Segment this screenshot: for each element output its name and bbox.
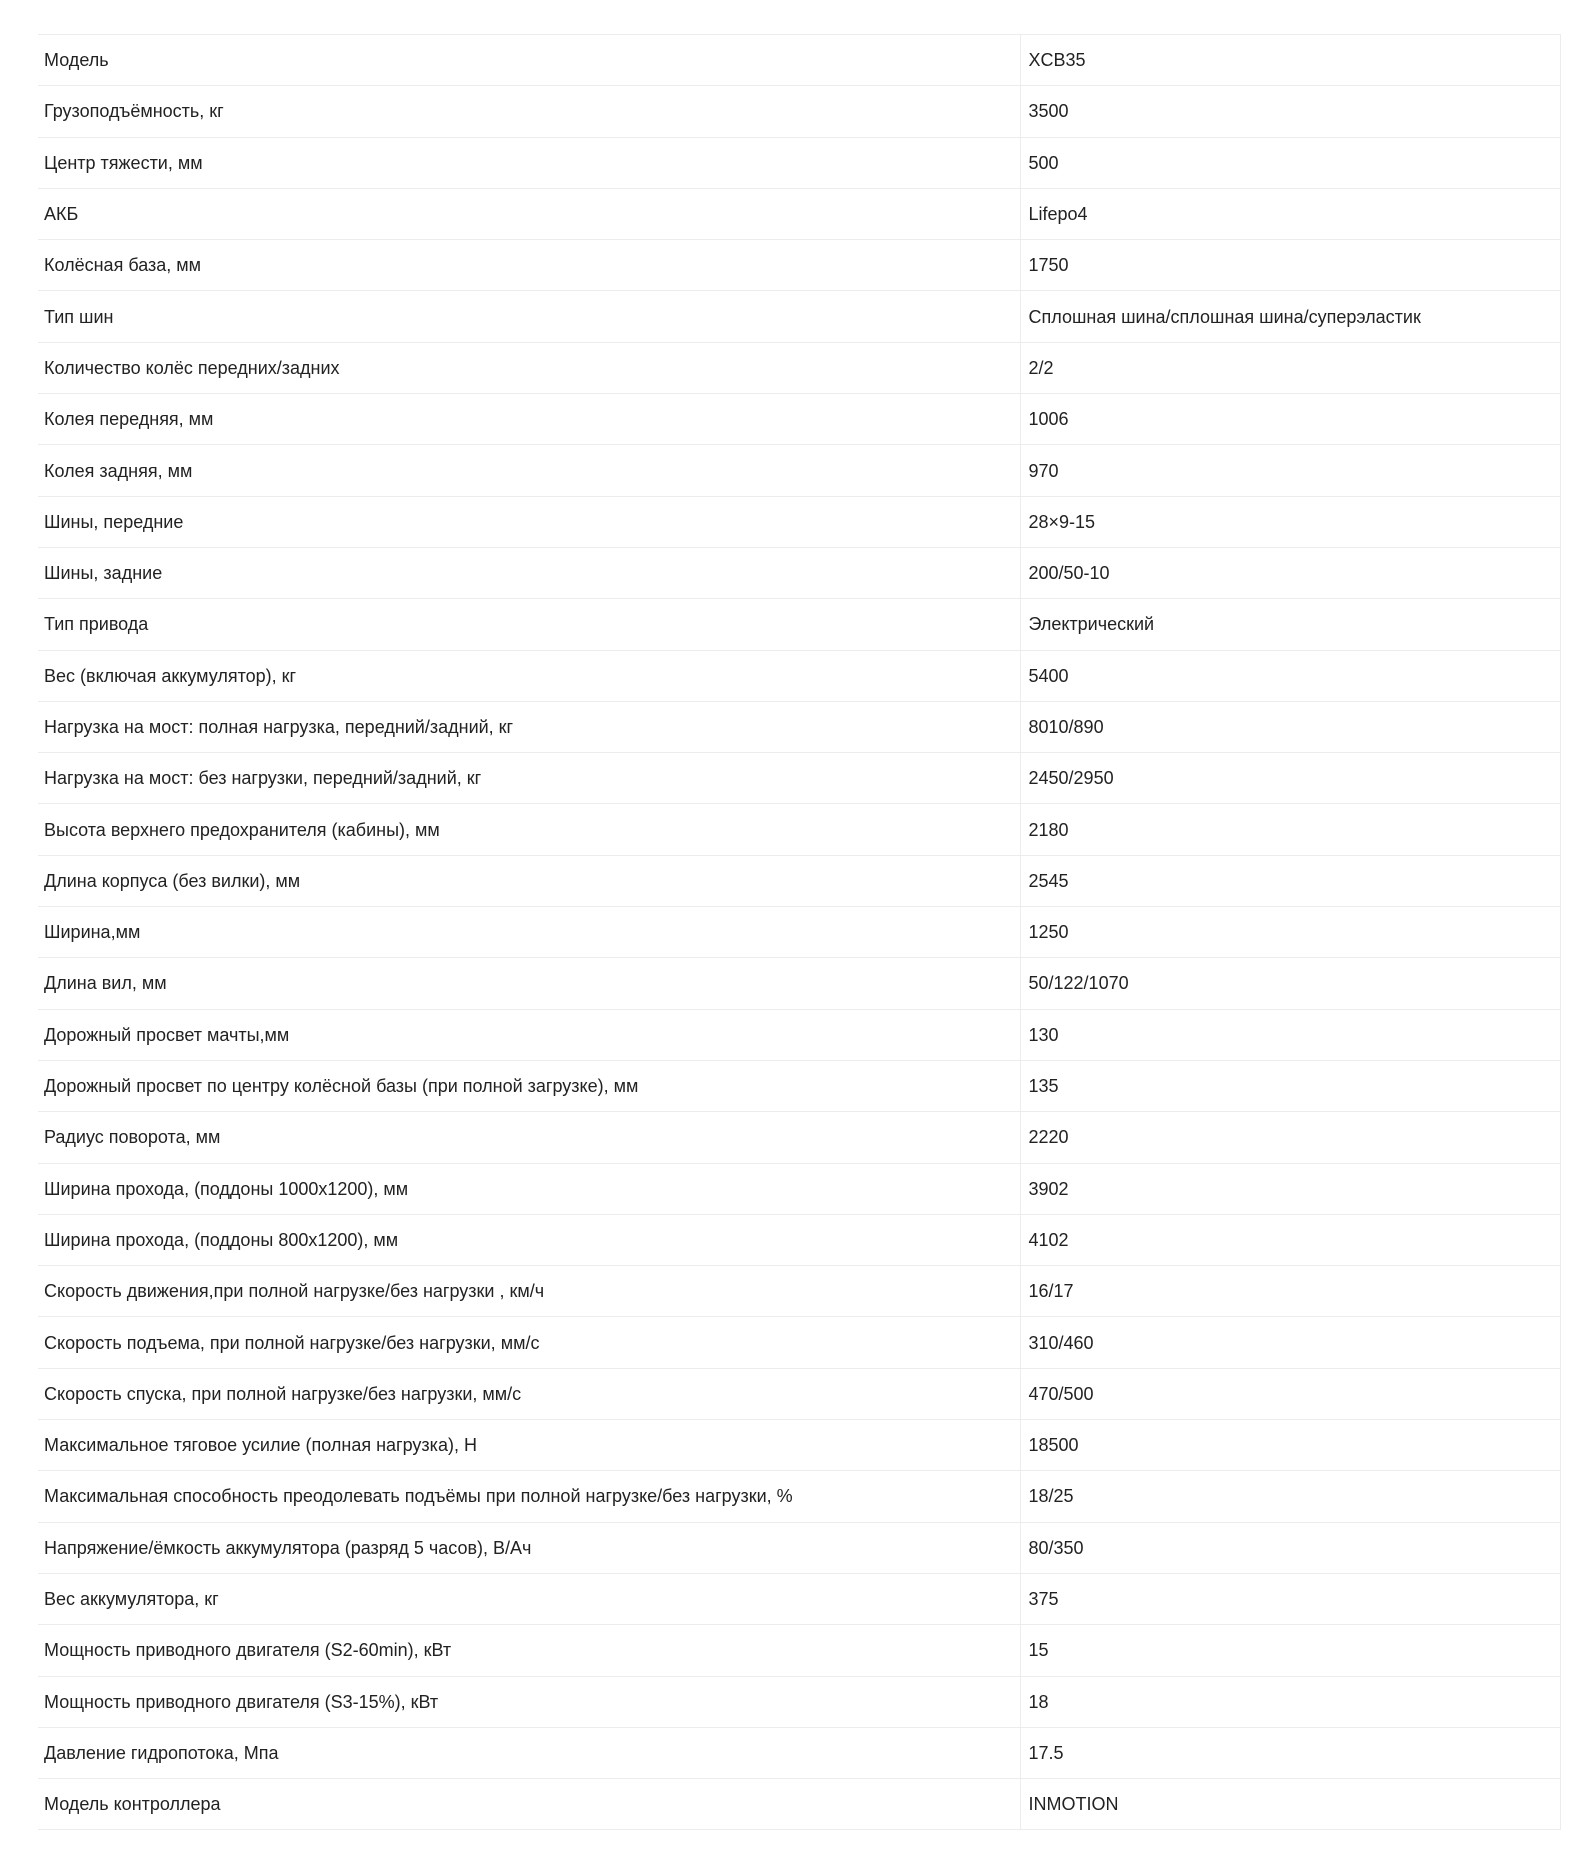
spec-value: 80/350 <box>1020 1522 1560 1573</box>
table-row <box>38 1676 1560 1727</box>
spec-label: Нагрузка на мост: полная нагрузка, передний/задний, кг <box>38 701 1020 752</box>
spec-label: Скорость движения,при полной нагрузке/без нагрузки , км/ч <box>38 1266 1020 1317</box>
table-row <box>38 1779 1560 1830</box>
spec-value: 200/50-10 <box>1020 547 1560 598</box>
spec-label: Максимальная способность преодолевать подъёмы при полной нагрузке/без нагрузки, % <box>38 1471 1020 1522</box>
table-row <box>38 394 1560 445</box>
table-row <box>38 1522 1560 1573</box>
spec-label: АКБ <box>38 188 1020 239</box>
spec-value: 500 <box>1020 137 1560 188</box>
table-row <box>38 958 1560 1009</box>
table-row <box>38 445 1560 496</box>
spec-value: INMOTION <box>1020 1779 1560 1830</box>
spec-value: 1250 <box>1020 907 1560 958</box>
spec-value: 310/460 <box>1020 1317 1560 1368</box>
spec-label: Тип шин <box>38 291 1020 342</box>
spec-value: Сплошная шина/сплошная шина/суперэластик <box>1020 291 1560 342</box>
spec-label: Радиус поворота, мм <box>38 1112 1020 1163</box>
spec-label: Шины, задние <box>38 547 1020 598</box>
spec-value: 2180 <box>1020 804 1560 855</box>
spec-value: 470/500 <box>1020 1368 1560 1419</box>
spec-label: Колёсная база, мм <box>38 240 1020 291</box>
spec-value: 18500 <box>1020 1420 1560 1471</box>
spec-value: 135 <box>1020 1060 1560 1111</box>
spec-label: Вес аккумулятора, кг <box>38 1573 1020 1624</box>
table-row <box>38 650 1560 701</box>
table-row <box>38 1214 1560 1265</box>
spec-value: 2220 <box>1020 1112 1560 1163</box>
table-row <box>38 240 1560 291</box>
table-row <box>38 804 1560 855</box>
specifications-table <box>38 34 1561 1830</box>
table-row <box>38 1471 1560 1522</box>
table-row <box>38 1420 1560 1471</box>
spec-value: 17.5 <box>1020 1727 1560 1778</box>
spec-value: Электрический <box>1020 599 1560 650</box>
spec-label: Колея задняя, мм <box>38 445 1020 496</box>
spec-value: 970 <box>1020 445 1560 496</box>
spec-value: 4102 <box>1020 1214 1560 1265</box>
table-row <box>38 1060 1560 1111</box>
spec-label: Модель <box>38 35 1020 86</box>
table-row <box>38 1266 1560 1317</box>
table-row <box>38 137 1560 188</box>
table-row <box>38 291 1560 342</box>
spec-label: Скорость спуска, при полной нагрузке/без нагрузки, мм/с <box>38 1368 1020 1419</box>
table-row <box>38 1625 1560 1676</box>
table-row <box>38 855 1560 906</box>
spec-label: Центр тяжести, мм <box>38 137 1020 188</box>
spec-label: Дорожный просвет по центру колёсной базы (при полной загрузке), мм <box>38 1060 1020 1111</box>
table-row <box>38 753 1560 804</box>
spec-label: Вес (включая аккумулятор), кг <box>38 650 1020 701</box>
spec-label: Модель контроллера <box>38 1779 1020 1830</box>
spec-value: 2545 <box>1020 855 1560 906</box>
spec-label: Максимальное тяговое усилие (полная нагрузка), Н <box>38 1420 1020 1471</box>
spec-value: 8010/890 <box>1020 701 1560 752</box>
spec-label: Скорость подъема, при полной нагрузке/без нагрузки, мм/с <box>38 1317 1020 1368</box>
spec-label: Мощность приводного двигателя (S3-15%), кВт <box>38 1676 1020 1727</box>
spec-label: Длина корпуса (без вилки), мм <box>38 855 1020 906</box>
table-row <box>38 1727 1560 1778</box>
spec-value: 375 <box>1020 1573 1560 1624</box>
spec-label: Шины, передние <box>38 496 1020 547</box>
table-row <box>38 86 1560 137</box>
spec-label: Дорожный просвет мачты,мм <box>38 1009 1020 1060</box>
spec-value: 5400 <box>1020 650 1560 701</box>
table-row <box>38 547 1560 598</box>
spec-label: Давление гидропотока, Мпа <box>38 1727 1020 1778</box>
table-row <box>38 35 1560 86</box>
spec-label: Нагрузка на мост: без нагрузки, передний/задний, кг <box>38 753 1020 804</box>
spec-value: XCB35 <box>1020 35 1560 86</box>
specifications-table-container <box>38 34 1560 1830</box>
table-row <box>38 599 1560 650</box>
spec-value: 2/2 <box>1020 342 1560 393</box>
table-row <box>38 1317 1560 1368</box>
spec-value: 1750 <box>1020 240 1560 291</box>
table-row <box>38 342 1560 393</box>
spec-label: Тип привода <box>38 599 1020 650</box>
table-row <box>38 1163 1560 1214</box>
spec-label: Мощность приводного двигателя (S2-60min), кВт <box>38 1625 1020 1676</box>
spec-value: 3902 <box>1020 1163 1560 1214</box>
spec-label: Высота верхнего предохранителя (кабины), мм <box>38 804 1020 855</box>
table-row <box>38 1009 1560 1060</box>
spec-label: Напряжение/ёмкость аккумулятора (разряд 5 часов), В/Ач <box>38 1522 1020 1573</box>
table-row <box>38 496 1560 547</box>
spec-value: 18 <box>1020 1676 1560 1727</box>
table-row <box>38 1368 1560 1419</box>
spec-label: Ширина прохода, (поддоны 800x1200), мм <box>38 1214 1020 1265</box>
table-row <box>38 1573 1560 1624</box>
spec-value: 3500 <box>1020 86 1560 137</box>
spec-value: 15 <box>1020 1625 1560 1676</box>
table-row <box>38 701 1560 752</box>
table-row <box>38 1112 1560 1163</box>
spec-value: Lifepo4 <box>1020 188 1560 239</box>
table-row <box>38 907 1560 958</box>
spec-label: Грузоподъёмность, кг <box>38 86 1020 137</box>
specifications-table-body <box>38 35 1560 1830</box>
spec-value: 1006 <box>1020 394 1560 445</box>
table-row <box>38 188 1560 239</box>
spec-value: 16/17 <box>1020 1266 1560 1317</box>
spec-label: Колея передняя, мм <box>38 394 1020 445</box>
spec-value: 18/25 <box>1020 1471 1560 1522</box>
spec-value: 130 <box>1020 1009 1560 1060</box>
spec-value: 2450/2950 <box>1020 753 1560 804</box>
spec-value: 50/122/1070 <box>1020 958 1560 1009</box>
spec-label: Ширина прохода, (поддоны 1000x1200), мм <box>38 1163 1020 1214</box>
spec-label: Количество колёс передних/задних <box>38 342 1020 393</box>
spec-label: Длина вил, мм <box>38 958 1020 1009</box>
spec-label: Ширина,мм <box>38 907 1020 958</box>
spec-value: 28×9-15 <box>1020 496 1560 547</box>
